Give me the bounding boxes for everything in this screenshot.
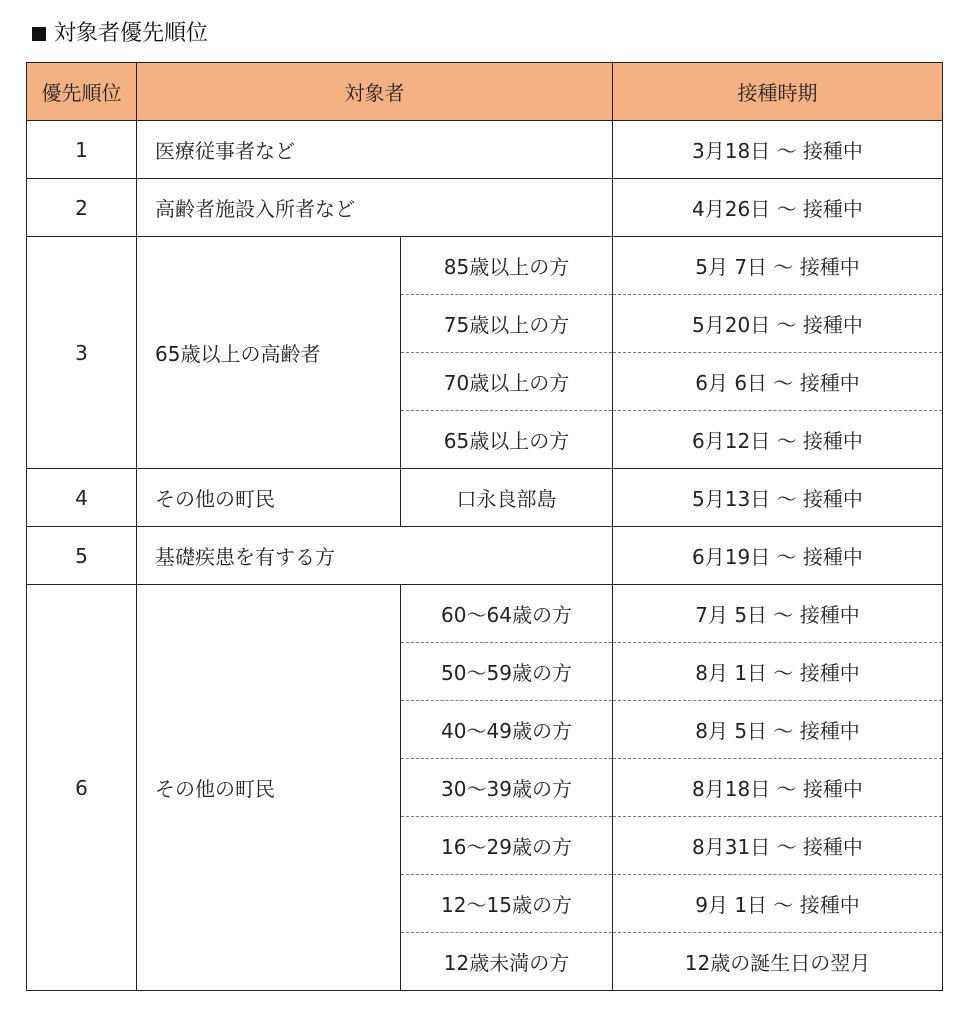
period-cell: 3月18日 ～ 接種中 (613, 121, 943, 179)
sub-target-cell: 50～59歳の方 (401, 643, 613, 701)
priority-cell: 5 (27, 527, 137, 585)
sub-target-cell: 65歳以上の方 (401, 411, 613, 469)
square-bullet-icon (32, 27, 46, 41)
target-cell: 高齢者施設入所者など (137, 179, 613, 237)
period-cell: 8月 1日 ～ 接種中 (613, 643, 943, 701)
sub-target-cell: 70歳以上の方 (401, 353, 613, 411)
period-cell: 6月 6日 ～ 接種中 (613, 353, 943, 411)
period-cell: 5月 7日 ～ 接種中 (613, 237, 943, 295)
priority-cell: 3 (27, 237, 137, 469)
priority-cell: 1 (27, 121, 137, 179)
period-cell: 7月 5日 ～ 接種中 (613, 585, 943, 643)
period-cell: 4月26日 ～ 接種中 (613, 179, 943, 237)
sub-target-cell: 12歳未満の方 (401, 933, 613, 991)
section-heading (32, 18, 208, 50)
period-cell: 8月31日 ～ 接種中 (613, 817, 943, 875)
period-cell: 8月 5日 ～ 接種中 (613, 701, 943, 759)
sub-target-cell: 口永良部島 (401, 469, 613, 527)
period-cell: 5月20日 ～ 接種中 (613, 295, 943, 353)
header-target: 対象者 (137, 63, 613, 121)
sub-target-cell: 30～39歳の方 (401, 759, 613, 817)
period-cell: 6月12日 ～ 接種中 (613, 411, 943, 469)
sub-target-cell: 60～64歳の方 (401, 585, 613, 643)
period-cell: 5月13日 ～ 接種中 (613, 469, 943, 527)
period-cell: 9月 1日 ～ 接種中 (613, 875, 943, 933)
sub-target-cell: 85歳以上の方 (401, 237, 613, 295)
sub-target-cell: 16～29歳の方 (401, 817, 613, 875)
period-cell: 8月18日 ～ 接種中 (613, 759, 943, 817)
period-cell: 12歳の誕生日の翌月 (613, 933, 943, 991)
sub-target-cell: 40～49歳の方 (401, 701, 613, 759)
table-row (27, 585, 943, 643)
priority-table (26, 62, 943, 991)
target-cell: 65歳以上の高齢者 (137, 237, 401, 469)
header-priority: 優先順位 (27, 63, 137, 121)
header-period: 接種時期 (613, 63, 943, 121)
table-row (27, 237, 943, 295)
target-cell: 基礎疾患を有する方 (137, 527, 613, 585)
sub-target-cell: 12～15歳の方 (401, 875, 613, 933)
target-cell: その他の町民 (137, 469, 401, 527)
period-cell: 6月19日 ～ 接種中 (613, 527, 943, 585)
table-row (27, 469, 943, 527)
sub-target-cell: 75歳以上の方 (401, 295, 613, 353)
priority-cell: 2 (27, 179, 137, 237)
table-row (27, 527, 943, 585)
priority-cell: 4 (27, 469, 137, 527)
section-heading-text: 対象者優先順位 (54, 21, 209, 46)
table-header-row (27, 63, 943, 121)
target-cell: 医療従事者など (137, 121, 613, 179)
table-row (27, 121, 943, 179)
priority-cell: 6 (27, 585, 137, 991)
target-cell: その他の町民 (137, 585, 401, 991)
table-row (27, 179, 943, 237)
